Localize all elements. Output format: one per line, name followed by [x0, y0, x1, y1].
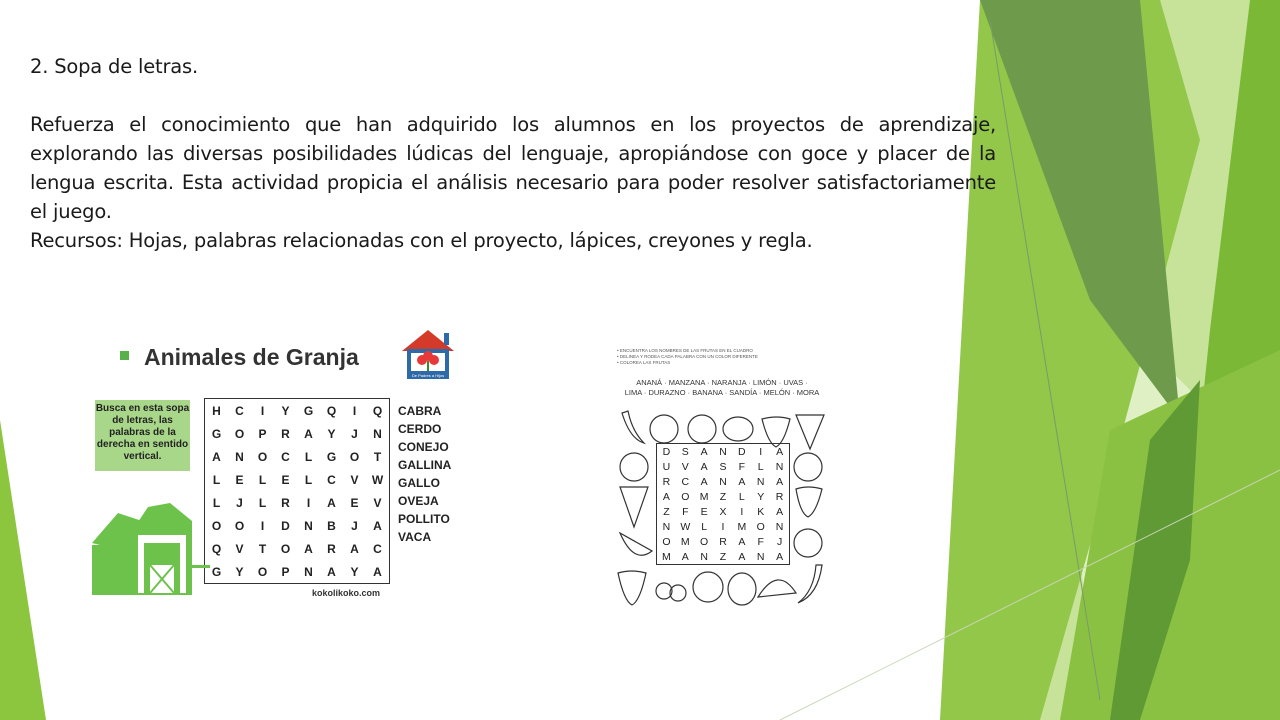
letter-cell: I	[260, 403, 265, 418]
fruit-letter-cell: A	[681, 550, 689, 563]
strawberry-icon	[618, 571, 646, 605]
letter-cell: A	[373, 564, 382, 579]
letter-cell: N	[235, 449, 244, 464]
fruit-letter-cell: Z	[719, 490, 727, 503]
fruit-letter-cell: C	[681, 475, 690, 488]
watermelon-icon	[620, 533, 652, 555]
letter-cell: J	[351, 426, 358, 441]
letter-cell: H	[212, 403, 221, 418]
letter-cell: A	[327, 495, 336, 510]
letter-cell: E	[281, 472, 290, 487]
fruits-instruction-line: • ENCUENTRA LOS NOMBRES DE LAS FRUTAS EN EL CUADRO	[617, 348, 753, 353]
worksheet-instruction: Busca en esta sopa de letras, las palabras de la derecha en sentido vertical.	[95, 400, 190, 471]
fruit-letter-cell: R	[775, 490, 784, 503]
fruit-letter-cell: I	[759, 445, 763, 458]
left-green-strip	[0, 420, 46, 720]
letter-cell: Q	[326, 403, 337, 418]
letter-cell: L	[304, 449, 313, 464]
letter-cell: Y	[350, 564, 359, 579]
fruit-letter-cell: A	[776, 445, 784, 458]
apple-icon	[650, 415, 678, 443]
word-list-item: CABRA	[398, 404, 442, 418]
lemon-icon	[728, 573, 756, 605]
slide-heading: 2. Sopa de letras.	[30, 55, 198, 78]
apple-icon	[794, 529, 822, 557]
fruit-letter-cell: L	[738, 490, 745, 503]
letter-cell: A	[304, 426, 313, 441]
fruit-letter-cell: N	[775, 460, 784, 473]
letter-cell: E	[235, 472, 244, 487]
slide-paragraph: Refuerza el conocimiento que han adquirido los alumnos en los proyectos de aprendizaje, explorando las diversas posibilidades lúdicas del lenguaje, apropiándose con goce y placer de la lengua escrita. Esta actividad propicia el análisis necesario para poder resolver satisfactoriamente el juego.	[30, 113, 996, 223]
slide-resources: Recursos: Hojas, palabras relacionadas con el proyecto, lápices, creyones y regla.	[30, 229, 813, 252]
fruit-letter-cell: I	[740, 505, 744, 518]
fruit-letter-cell: S	[681, 445, 689, 458]
letter-cell: O	[257, 449, 268, 464]
worksheet-title: Animales de Granja	[144, 344, 359, 370]
cherry-icon	[670, 585, 686, 601]
fruit-letter-cell: I	[721, 520, 725, 533]
letter-cell: A	[327, 564, 336, 579]
cherry-icon	[656, 583, 672, 599]
fruit-letter-cell: W	[680, 520, 691, 533]
fruit-letter-cell: O	[700, 535, 709, 548]
fruits-worksheet	[612, 345, 832, 610]
fruit-letter-cell: X	[719, 505, 727, 518]
fruits-instruction-line: • COLOREA LAS FRUTAS	[617, 360, 671, 365]
fruit-letter-cell: R	[719, 535, 727, 548]
fruits-instructions	[617, 348, 758, 366]
slide-text	[30, 52, 996, 255]
fruit-letter-cell: R	[662, 475, 671, 488]
fruit-letter-cell: Y	[757, 490, 765, 503]
word-list-item: CERDO	[398, 422, 442, 436]
fruit-letter-cell: A	[662, 490, 670, 503]
fruit-words-line-2: LIMA · DURAZNO · BANANA · SANDÍA · MELÓN · MORA	[624, 388, 820, 397]
word-list-item: GALLINA	[398, 458, 452, 472]
word-list-item: VACA	[398, 530, 432, 544]
letter-cell: W	[371, 472, 384, 487]
letter-grid	[204, 398, 390, 584]
letter-cell: C	[327, 472, 336, 487]
logo-text: De Padres a Hijos	[411, 373, 445, 378]
letter-cell: A	[304, 541, 313, 556]
fruit-letter-cell: M	[662, 550, 671, 563]
word-list	[398, 402, 451, 546]
letter-cell: I	[352, 403, 357, 418]
grapes-icon	[796, 415, 824, 449]
letter-cell: R	[281, 426, 290, 441]
fruit-letter-cell: L	[701, 520, 708, 533]
letter-cell: V	[350, 472, 359, 487]
word-list-item: CONEJO	[398, 440, 449, 454]
letter-cell: O	[211, 518, 222, 533]
word-list-item: OVEJA	[398, 494, 439, 508]
barn-icon	[88, 495, 210, 600]
fruit-letter-cell: D	[662, 445, 671, 458]
fruit-letter-cell: Z	[663, 505, 670, 518]
fruit-letter-cell: M	[680, 535, 690, 548]
letter-cell: I	[306, 495, 311, 510]
letter-cell: G	[303, 403, 314, 418]
letter-cell: Y	[327, 426, 336, 441]
fruit-letter-cell: O	[681, 490, 690, 503]
fruit-letter-cell: E	[700, 505, 708, 518]
fruit-letter-cell: Z	[719, 550, 727, 563]
orange-icon	[620, 453, 648, 481]
letter-cell: Q	[372, 403, 383, 418]
fruit-letter-cell: S	[719, 460, 727, 473]
letter-cell: A	[350, 541, 359, 556]
letter-cell: V	[373, 495, 382, 510]
letter-cell: E	[350, 495, 359, 510]
watermelon-icon	[758, 580, 796, 597]
letter-cell: O	[234, 426, 245, 441]
letter-cell: V	[235, 541, 244, 556]
fruit-word-list	[612, 378, 832, 398]
letter-cell: Y	[281, 403, 290, 418]
grapes-icon	[620, 487, 648, 527]
fruit-letter-grid	[656, 443, 790, 565]
fruit-letter-cell: N	[756, 475, 765, 488]
letter-cell: B	[327, 518, 336, 533]
letter-cell: A	[373, 518, 382, 533]
letter-cell: J	[236, 495, 243, 510]
fruit-letter-cell: A	[738, 550, 746, 563]
house-logo-icon	[398, 327, 458, 383]
banana-icon	[622, 411, 644, 443]
apple-icon	[688, 415, 716, 443]
fruit-letter-cell: A	[776, 505, 784, 518]
banana-icon	[798, 565, 822, 603]
letter-cell: L	[212, 472, 221, 487]
letter-cell: T	[373, 449, 382, 464]
letter-cell: O	[280, 541, 291, 556]
fruit-letter-cell: M	[737, 520, 747, 533]
letter-cell: P	[281, 564, 290, 579]
farm-animals-worksheet	[90, 325, 470, 615]
letter-cell: G	[211, 426, 222, 441]
fruit-letter-cell: A	[776, 475, 784, 488]
fruit-letter-cell: A	[700, 445, 708, 458]
letter-cell: O	[257, 564, 268, 579]
word-list-item: GALLO	[398, 476, 440, 490]
fruit-letter-cell: N	[700, 550, 708, 563]
apple-icon	[693, 572, 723, 602]
fruit-letter-cell: K	[757, 505, 765, 518]
letter-cell: T	[258, 541, 267, 556]
letter-cell: D	[281, 518, 290, 533]
letter-cell: R	[327, 541, 336, 556]
word-list-item: POLLITO	[398, 512, 450, 526]
letter-cell: G	[326, 449, 337, 464]
letter-cell: J	[351, 518, 358, 533]
lemon-icon	[723, 417, 753, 441]
letter-cell: L	[258, 472, 267, 487]
letter-cell: L	[258, 495, 267, 510]
fruit-letter-cell: O	[662, 535, 671, 548]
fruit-letter-cell: F	[738, 460, 746, 473]
fruit-letter-cell: M	[699, 490, 709, 503]
fruit-letter-cell: O	[756, 520, 765, 533]
letter-cell: L	[212, 495, 221, 510]
letter-cell: N	[304, 518, 313, 533]
fruit-letter-cell: J	[776, 535, 783, 548]
letter-cell: L	[304, 472, 313, 487]
letter-cell: O	[234, 518, 245, 533]
fruit-letter-cell: D	[738, 445, 746, 458]
letter-cell: R	[281, 495, 290, 510]
fruit-letter-cell: F	[682, 505, 689, 518]
fruit-letter-cell: N	[719, 475, 727, 488]
fruit-letter-cell: A	[738, 535, 746, 548]
fruit-letter-cell: A	[738, 475, 746, 488]
letter-cell: C	[373, 541, 382, 556]
fruit-letter-cell: N	[662, 520, 671, 533]
fruit-letter-cell: N	[756, 550, 765, 563]
fruit-letter-cell: F	[757, 535, 764, 548]
apple-icon	[794, 453, 822, 481]
letter-cell: C	[281, 449, 290, 464]
letter-cell: N	[304, 564, 313, 579]
fruit-words-line-1: ANANÁ · MANZANA · NARANJA · LIMÓN · UVAS ·	[636, 378, 808, 387]
letter-cell: Y	[235, 564, 244, 579]
letter-cell: P	[258, 426, 267, 441]
letter-cell: I	[260, 518, 265, 533]
letter-cell: Q	[211, 541, 222, 556]
letter-cell: C	[235, 403, 244, 418]
fruits-instruction-line: • DELINEA Y RODEA CADA PALABRA CON UN COLOR DIFERENTE	[617, 354, 758, 359]
fruit-letter-cell: A	[700, 475, 708, 488]
fruit-letter-cell: A	[700, 460, 708, 473]
worksheet-credit: kokolikoko.com	[312, 588, 381, 598]
letter-cell: O	[349, 449, 360, 464]
fruit-letter-cell: A	[776, 550, 784, 563]
strawberry-icon	[796, 487, 822, 517]
letter-cell: G	[211, 564, 222, 579]
letter-cell: N	[373, 426, 382, 441]
fruit-letter-cell: N	[775, 520, 784, 533]
letter-cell: A	[212, 449, 221, 464]
fruit-letter-cell: L	[757, 460, 764, 473]
fruit-letter-cell: N	[719, 445, 727, 458]
fruit-letter-cell: U	[662, 460, 671, 473]
fruit-letter-cell: V	[681, 460, 689, 473]
